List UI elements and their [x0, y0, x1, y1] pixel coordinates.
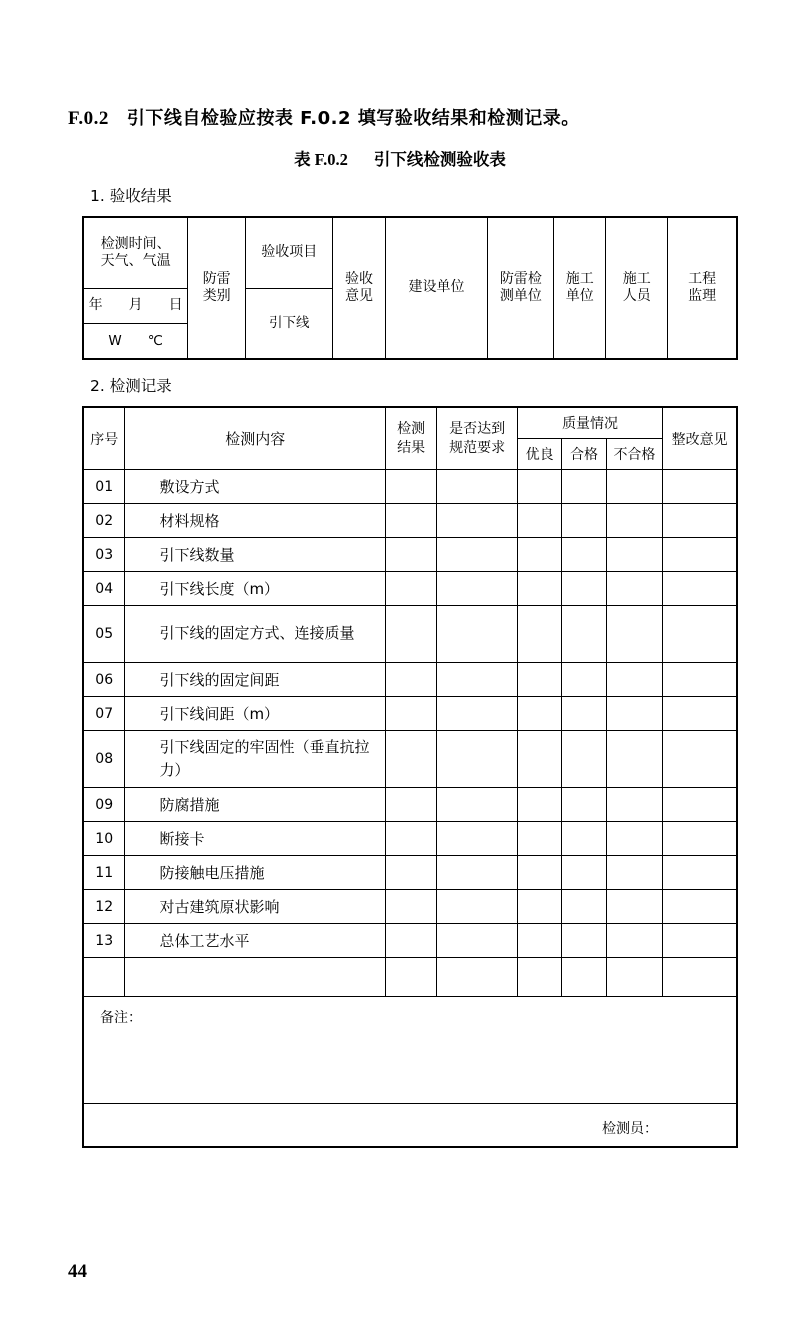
cell-index: 01: [83, 470, 125, 504]
table-row: [83, 697, 737, 731]
cell-result[interactable]: [386, 606, 437, 663]
cell-standard[interactable]: [437, 572, 518, 606]
table-row: [83, 731, 737, 788]
record-section-label: 2. 检测记录: [90, 377, 172, 395]
table-row: [83, 606, 737, 663]
cell-quality-good[interactable]: [517, 958, 561, 997]
cell-fix-opinion[interactable]: [663, 856, 737, 890]
page-number: 44: [68, 1261, 87, 1282]
cell-quality-fail[interactable]: [606, 470, 662, 504]
cell-result[interactable]: [386, 924, 437, 958]
table-title-prefix: 表: [294, 150, 311, 169]
cell-quality-good[interactable]: [517, 572, 561, 606]
cell-quality-good[interactable]: [517, 924, 561, 958]
cell-fix-opinion[interactable]: [663, 822, 737, 856]
cell-fix-opinion[interactable]: [663, 470, 737, 504]
temperature-label: ℃: [147, 332, 163, 349]
cell-fix-opinion[interactable]: [663, 788, 737, 822]
header-quality-fail: 不合格: [606, 439, 662, 470]
header-index: 序号: [83, 407, 125, 470]
header-supervisor: [668, 217, 737, 359]
header-detect-unit-line1: 防雷检: [499, 270, 542, 287]
cell-weather-temp[interactable]: [83, 324, 188, 360]
remark-row: [83, 997, 737, 1104]
cell-index: 11: [83, 856, 125, 890]
date-month-label: 月: [128, 297, 143, 314]
header-fix-opinion: 整改意见: [663, 407, 737, 470]
cell-content: 断接卡: [125, 822, 386, 856]
table-row: [83, 890, 737, 924]
cell-quality-fail[interactable]: [606, 538, 662, 572]
header-construct-unit-line2: 单位: [565, 288, 594, 304]
cell-quality-fail[interactable]: [606, 890, 662, 924]
header-detect-time-line2: 天气、气温: [100, 253, 171, 269]
cell-quality-good[interactable]: [517, 822, 561, 856]
cell-result[interactable]: [386, 697, 437, 731]
cell-quality-pass[interactable]: [562, 504, 606, 538]
cell-accept-item-value: 引下线: [246, 289, 333, 360]
header-detect-time-line1: 检测时间、: [100, 235, 171, 252]
remark-cell[interactable]: [83, 997, 737, 1104]
header-result-line2: 结果: [397, 439, 426, 456]
header-lightning-class-line1: 防雷: [202, 270, 231, 287]
header-quality-group: 质量情况: [517, 407, 662, 439]
cell-standard[interactable]: [437, 890, 518, 924]
cell-standard[interactable]: [437, 958, 518, 997]
table-row: [83, 470, 737, 504]
inspector-row: [83, 1104, 737, 1148]
table-row: [83, 538, 737, 572]
cell-content: 防接触电压措施: [125, 856, 386, 890]
cell-index: 04: [83, 572, 125, 606]
cell-content: 引下线长度（m）: [125, 572, 386, 606]
cell-fix-opinion[interactable]: [663, 606, 737, 663]
cell-standard[interactable]: [437, 538, 518, 572]
table-row: [83, 217, 737, 289]
header-standard-line2: 规范要求: [449, 439, 506, 456]
cell-quality-fail[interactable]: [606, 572, 662, 606]
table-row: [83, 856, 737, 890]
cell-quality-good[interactable]: [517, 538, 561, 572]
cell-standard[interactable]: [437, 470, 518, 504]
cell-content: 对古建筑原状影响: [125, 890, 386, 924]
cell-quality-good[interactable]: [517, 697, 561, 731]
cell-content: 引下线间距（m）: [125, 697, 386, 731]
cell-result[interactable]: [386, 504, 437, 538]
cell-quality-good[interactable]: [517, 606, 561, 663]
header-accept-opinion-line1: 验收: [344, 270, 373, 287]
inspection-record-table: [82, 406, 738, 1148]
header-detect-time: [83, 217, 188, 289]
cell-index: 08: [83, 731, 125, 788]
cell-result[interactable]: [386, 890, 437, 924]
cell-date-fields[interactable]: [83, 289, 188, 324]
cell-quality-fail[interactable]: [606, 856, 662, 890]
cell-index: 10: [83, 822, 125, 856]
cell-quality-pass[interactable]: [562, 663, 606, 697]
header-supervisor-line1: 工程: [688, 270, 717, 287]
table-row: [83, 788, 737, 822]
date-year-label: 年: [88, 297, 103, 314]
table-row: [83, 504, 737, 538]
cell-quality-good[interactable]: [517, 504, 561, 538]
cell-quality-pass[interactable]: [562, 697, 606, 731]
cell-fix-opinion[interactable]: [663, 572, 737, 606]
cell-index: 05: [83, 606, 125, 663]
cell-fix-opinion[interactable]: [663, 538, 737, 572]
header-lightning-class-line2: 类别: [202, 288, 231, 304]
table-row: [83, 663, 737, 697]
cell-result[interactable]: [386, 731, 437, 788]
cell-quality-good[interactable]: [517, 890, 561, 924]
cell-content: 引下线固定的牢固性（垂直抗拉力）: [125, 731, 386, 788]
cell-result[interactable]: [386, 572, 437, 606]
cell-quality-pass[interactable]: [562, 572, 606, 606]
cell-quality-pass[interactable]: [562, 731, 606, 788]
date-day-label: 日: [168, 297, 183, 314]
header-accept-opinion: [333, 217, 385, 359]
cell-standard[interactable]: [437, 697, 518, 731]
accept-section-label: 1. 验收结果: [90, 187, 172, 205]
cell-fix-opinion[interactable]: [663, 890, 737, 924]
header-supervisor-line2: 监理: [688, 288, 717, 304]
cell-quality-pass[interactable]: [562, 822, 606, 856]
header-accept-opinion-line2: 意见: [344, 288, 373, 304]
clause-text: 引下线自检验应按表 F.0.2 填写验收结果和检测记录。: [126, 108, 580, 129]
document-page: [0, 104, 800, 1317]
header-construct-staff-line2: 人员: [622, 288, 651, 304]
table-row: [83, 958, 737, 997]
inspector-cell[interactable]: [83, 1104, 737, 1148]
header-detect-unit: [488, 217, 554, 359]
cell-result[interactable]: [386, 470, 437, 504]
header-result: [386, 407, 437, 470]
cell-fix-opinion[interactable]: [663, 697, 737, 731]
cell-quality-pass[interactable]: [562, 890, 606, 924]
header-detect-unit-line2: 测单位: [499, 288, 542, 304]
table-header-row: [83, 407, 737, 439]
clause-heading: [68, 104, 732, 130]
table-row: [83, 924, 737, 958]
header-content: 检测内容: [125, 407, 386, 470]
acceptance-result-table: [82, 216, 738, 360]
cell-quality-good[interactable]: [517, 663, 561, 697]
cell-quality-pass[interactable]: [562, 924, 606, 958]
cell-content: 引下线的固定间距: [125, 663, 386, 697]
cell-fix-opinion[interactable]: [663, 924, 737, 958]
header-construct-staff-line1: 施工: [622, 270, 651, 287]
cell-result[interactable]: [386, 958, 437, 997]
cell-standard[interactable]: [437, 822, 518, 856]
header-quality-good: 优良: [517, 439, 561, 470]
cell-quality-fail[interactable]: [606, 606, 662, 663]
cell-content: [125, 958, 386, 997]
header-lightning-class: [188, 217, 246, 359]
header-accept-item: 验收项目: [246, 217, 333, 289]
cell-quality-fail[interactable]: [606, 822, 662, 856]
remark-label: 备注：: [100, 1010, 142, 1026]
cell-standard[interactable]: [437, 788, 518, 822]
cell-index: 03: [83, 538, 125, 572]
cell-index: 06: [83, 663, 125, 697]
cell-result[interactable]: [386, 663, 437, 697]
cell-standard[interactable]: [437, 856, 518, 890]
cell-quality-pass[interactable]: [562, 856, 606, 890]
header-result-line1: 检测: [397, 420, 426, 437]
cell-result[interactable]: [386, 822, 437, 856]
cell-quality-good[interactable]: [517, 731, 561, 788]
cell-quality-pass[interactable]: [562, 538, 606, 572]
cell-content: 材料规格: [125, 504, 386, 538]
cell-standard[interactable]: [437, 731, 518, 788]
cell-result[interactable]: [386, 788, 437, 822]
cell-quality-pass[interactable]: [562, 470, 606, 504]
cell-fix-opinion[interactable]: [663, 663, 737, 697]
table-title-number: F.0.2: [314, 150, 348, 169]
inspector-label: 检测员：: [602, 1121, 658, 1137]
cell-quality-good[interactable]: [517, 470, 561, 504]
header-standard-line1: 是否达到: [449, 420, 506, 437]
weather-label: W: [108, 332, 122, 349]
table-title: [68, 146, 732, 170]
cell-quality-good[interactable]: [517, 788, 561, 822]
cell-index: 07: [83, 697, 125, 731]
cell-index: 09: [83, 788, 125, 822]
header-construct-staff: [606, 217, 668, 359]
table-title-name: 引下线检测验收表: [373, 150, 506, 169]
cell-index: 02: [83, 504, 125, 538]
cell-quality-good[interactable]: [517, 856, 561, 890]
cell-quality-fail[interactable]: [606, 504, 662, 538]
cell-standard[interactable]: [437, 606, 518, 663]
cell-fix-opinion[interactable]: [663, 731, 737, 788]
cell-quality-pass[interactable]: [562, 788, 606, 822]
cell-quality-fail[interactable]: [606, 663, 662, 697]
cell-fix-opinion[interactable]: [663, 958, 737, 997]
cell-standard[interactable]: [437, 504, 518, 538]
cell-content: 防腐措施: [125, 788, 386, 822]
cell-result[interactable]: [386, 538, 437, 572]
table-row: [83, 572, 737, 606]
cell-quality-pass[interactable]: [562, 606, 606, 663]
cell-result[interactable]: [386, 856, 437, 890]
cell-standard[interactable]: [437, 663, 518, 697]
header-quality-pass: 合格: [562, 439, 606, 470]
cell-index: 12: [83, 890, 125, 924]
cell-content: 引下线的固定方式、连接质量: [125, 606, 386, 663]
cell-index: [83, 958, 125, 997]
header-construct-unit: [554, 217, 606, 359]
clause-number: F.0.2: [68, 108, 109, 129]
cell-quality-pass[interactable]: [562, 958, 606, 997]
cell-standard[interactable]: [437, 924, 518, 958]
cell-content: 总体工艺水平: [125, 924, 386, 958]
cell-quality-fail[interactable]: [606, 788, 662, 822]
table-row: [83, 822, 737, 856]
cell-quality-fail[interactable]: [606, 731, 662, 788]
cell-content: 敷设方式: [125, 470, 386, 504]
cell-index: 13: [83, 924, 125, 958]
cell-content: 引下线数量: [125, 538, 386, 572]
cell-quality-fail[interactable]: [606, 697, 662, 731]
cell-quality-fail[interactable]: [606, 924, 662, 958]
cell-fix-opinion[interactable]: [663, 504, 737, 538]
header-builder-unit: 建设单位: [385, 217, 488, 359]
cell-quality-fail[interactable]: [606, 958, 662, 997]
header-standard: [437, 407, 518, 470]
header-construct-unit-line1: 施工: [565, 270, 594, 287]
